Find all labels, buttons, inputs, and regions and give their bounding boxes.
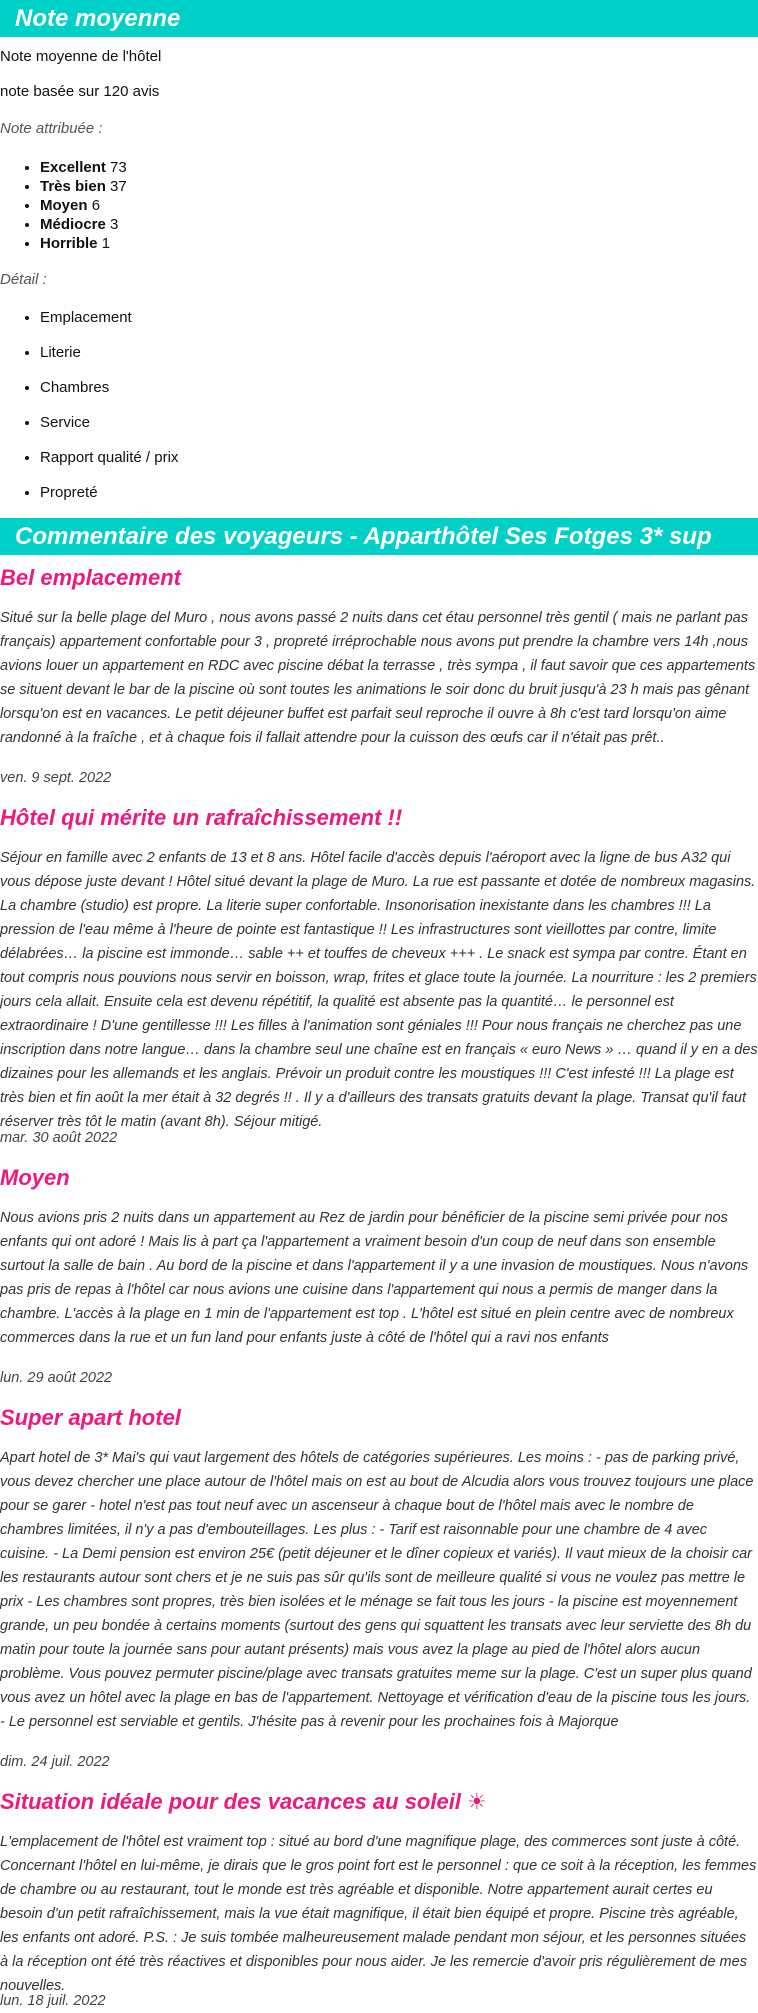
note-section-title: Note moyenne	[15, 5, 181, 32]
detail-item-proprete: • Propreté	[40, 475, 758, 510]
reviews-section-title: Commentaire des voyageurs - Apparthôtel Ses Fotges 3* sup	[15, 523, 712, 550]
rating-breakdown-label: Note attribuée :	[0, 120, 103, 137]
review-date: lun. 29 août 2022	[0, 1370, 113, 1386]
review-body: Apart hotel de 3* Mai's qui vaut largement des hôtels de catégories supérieures. Les moins : - pas de parking privé, vous devez chercher une place autour de l'hôtel mais on est au bout de Alcudia alors vous trouvez toujours une place pour se garer - hotel n'est pas tout neuf avec un ascenseur à chaque bout de l'hôtel mais avec le nombre de chambres limitées, il n'y a pas d'embouteillages. Les plus : - Tarif est raisonnable pour une chambre de 4 avec cuisine. - La Demi pension est environ 25€ (petit déjeuner et le dîner copieux et variés). Il vaut mieux de la choisir car les restaurants autour sont chers et je ne suis pas sûr qu'ils sont de meilleure qualité si vous ne voulez pas mettre le prix - Les chambres sont propres, très bien isolées et le ménage se fait tous les jours - la piscine est moyennement grande, un peu bondée à certains moments (surtout des gens qui squattent les transats avec leur serviette des 8h du matin pour toute la journée sans pour autant présents) mais vous avez la plage au pied de l'hôtel alors aucun problème. Vous pouvez permuter piscine/plage avec transats gratuites meme sur la plage. C'est un super plus quand vous avez un hôtel avec la plage en bas de l'appartement. Nettoyage et vérification d'eau de la piscine tous les jours. - Le personnel est serviable et gentils. J'hésite pas à revenir pour les prochaines fois à Majorque	[0, 1450, 754, 1730]
review-date: ven. 9 sept. 2022	[0, 770, 112, 786]
review-body: L'emplacement de l'hôtel est vraiment top : situé au bord d'une magnifique plage, des commerces sont juste à côté. Concernant l'hôtel en lui-même, je dirais que le gros point fort est le personnel : que ce soit à la réception, les femmes de chambre ou au restaurant, tout le monde est très agréable et disponible. Notre appartement aurait certes eu besoin d'un petit rafraîchissement, mais la vue était magnifique, il était bien équipé et propre. Piscine très agréable, les enfants ont adoré. P.S. : Je suis tombée malheureusement malade pendant mon séjour, et les personnes situées à la réception ont été très réactives et disponibles pour nous aider. Je les remercie d'avoir pris régulièrement de mes nouvelles.	[0, 1834, 757, 1994]
rating-item: • Médiocre 3	[40, 215, 758, 234]
review-count-label: note basée sur 120 avis	[0, 83, 160, 100]
detail-list	[0, 300, 758, 510]
rating-item: • Horrible 1	[40, 234, 758, 253]
detail-item-literie: • Literie	[40, 335, 758, 370]
reviews-section-header	[0, 518, 758, 555]
rating-item: • Moyen 6	[40, 196, 758, 215]
review-body: Situé sur la belle plage del Muro , nous avons passé 2 nuits dans cet étau personnel très gentil ( mais ne parlant pas français) appartement confortable pour 3 , propreté irréprochable nous avons put prendre la chambre vers 14h ,nous avions louer un appartement en RDC avec piscine débat la terrasse , très sympa , il faut savoir que ces appartements se situent devant le bar de la piscine où sont toutes les animations le soir donc du bruit jusqu'à 23 h mais pas gênant lorsqu'on est en vacances. Le petit déjeuner buffet est parfait seul reproche il ouvre à 8h c'est tard lorsqu'on aime randonné à la fraîche , et à chaque fois il fallait attendre pour la cuisson des œufs car il n'était pas prêt..	[0, 610, 756, 746]
review-title: Hôtel qui mérite un rafraîchissement !!	[0, 805, 403, 830]
rating-breakdown-list	[0, 158, 758, 253]
detail-label: Détail :	[0, 271, 47, 288]
detail-item-chambres: • Chambres	[40, 370, 758, 405]
detail-item-service: • Service	[40, 405, 758, 440]
review-title: Super apart hotel	[0, 1405, 181, 1430]
review-title: Situation idéale pour des vacances au soleil ☀	[0, 1789, 487, 1814]
rating-item: • Excellent 73	[40, 158, 758, 177]
review-title: Bel emplacement	[0, 565, 181, 590]
review-body: Nous avions pris 2 nuits dans un appartement au Rez de jardin pour bénéficier de la piscine semi privée pour nos enfants qui ont adoré ! Mais lis à part ça l'appartement a vraiment besoin d'un coup de neuf dans son ensemble surtout la salle de bain . Au bord de la piscine et dans l'appartement il y a une invasion de moustiques. Nous n'avons pas pris de repas à l'hôtel car nous avions une cuisine dans l'appartement qui nous a permis de manger dans la chambre. L'accès à la plage en 1 min de l'appartement est top . L'hôtel est situé en plein centre avec de nombreux commerces dans la rue et un fun land pour enfants juste à côté de l'hôtel qui a ravi nos enfants	[0, 1210, 749, 1346]
review-body: Séjour en famille avec 2 enfants de 13 et 8 ans. Hôtel facile d'accès depuis l'aéroport avec la ligne de bus A32 qui vous dépose juste devant ! Hôtel situé devant la plage de Muro. La rue est passante et dotée de nombreux magasins. La chambre (studio) est propre. La literie super confortable. Insonorisation inexistante dans les chambres !!! La pression de l'eau même à l'heure de pointe est fantastique !! Les infrastructures sont vieillottes par contre, limite délabrées… la piscine est immonde… sable ++ et touffes de cheveux +++ . Le snack est sympa par contre. Étant en tout compris nous pouvions nous servir en boisson, wrap, frites et glace toute la journée. La nourriture : les 2 premiers jours cela allait. Ensuite cela est devenu répétitif, la qualité est absente pas la quantité… le personnel est extraordinaire ! D'une gentillesse !!! Les filles à l'animation sont géniales !!! Pour nous français ne cherchez pas une inscription dans notre langue… dans la chambre seul une chaîne est en français « euro News » … quand il y en a des dizaines pour les allemands et les anglais. Prévoir un produit contre les moustiques !!! C'est infesté !!! La plage est très bien et fin août la mer était à 32 degrés !! . Il y a d'ailleurs des transats gratuits devant la plage. Transat qu'il faut réserver très tôt le matin (avant 8h). Séjour mitigé.	[0, 850, 758, 1130]
note-section-header	[0, 0, 758, 37]
detail-item-emplacement: • Emplacement	[40, 300, 758, 335]
detail-item-rapport-qualite-prix: • Rapport qualité / prix	[40, 440, 758, 475]
review-title: Moyen	[0, 1165, 70, 1190]
review-date: lun. 18 juil. 2022	[0, 1993, 106, 2009]
review-date: dim. 24 juil. 2022	[0, 1754, 110, 1770]
review-date: mar. 30 août 2022	[0, 1130, 118, 1146]
rating-item: • Très bien 37	[40, 177, 758, 196]
hotel-average-label: Note moyenne de l'hôtel	[0, 48, 162, 65]
